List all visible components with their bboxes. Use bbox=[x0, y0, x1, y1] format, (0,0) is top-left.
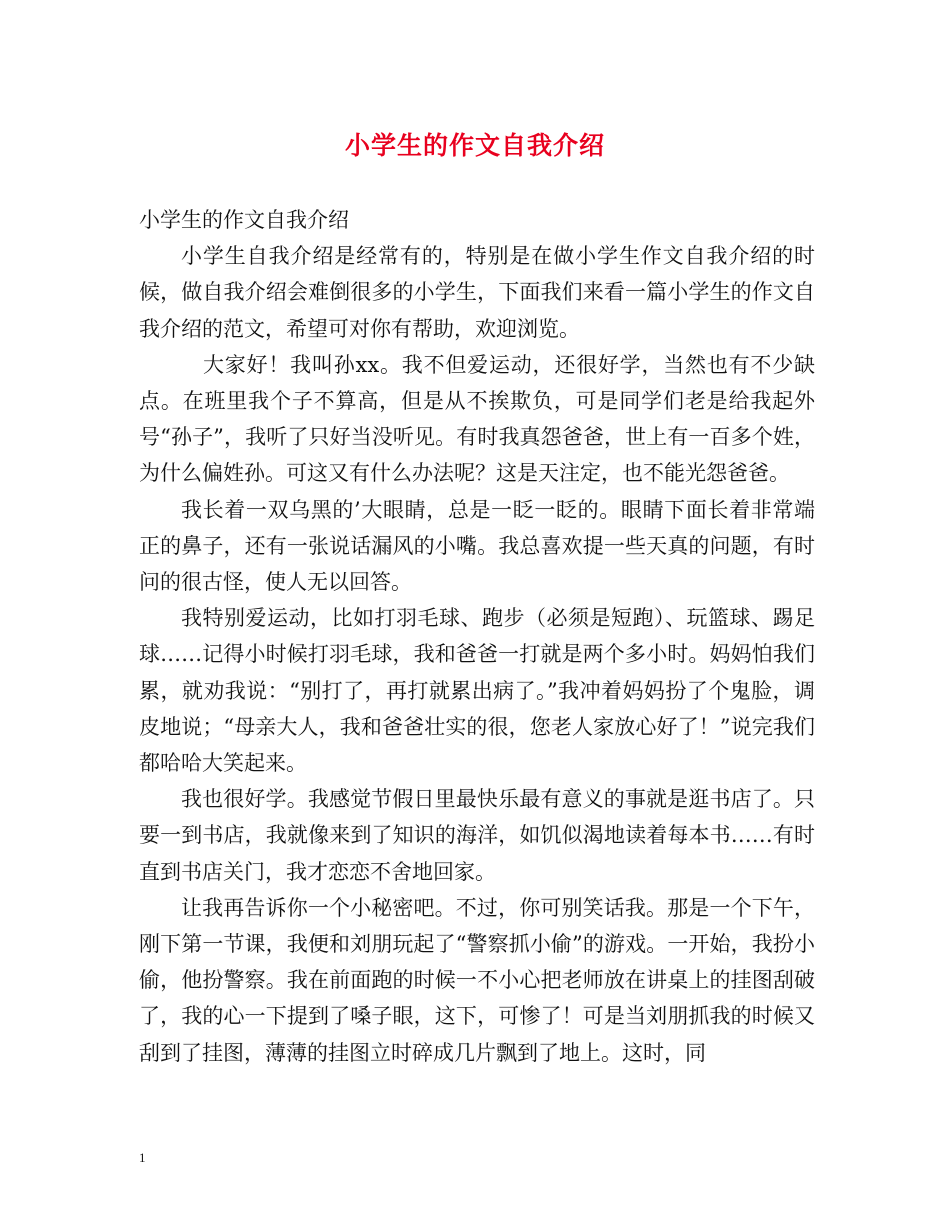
paragraph-secret: 让我再告诉你一个小秘密吧。不过，你可别笑话我。那是一个下午，刚下第一节课，我便和刘朋玩起了“警察抓小偷”的游戏。一开始，我扮小偷，他扮警察。我在前面跑的时候一不小心把老师放在讲桌上的挂图刮破了，我的心一下提到了嗓子眼，这下，可惨了！可是当刘朋抓我的时候又刮到了挂图，薄薄的挂图立时碎成几片飘到了地上。这时，同 bbox=[139, 895, 815, 1065]
paragraph-study: 我也很好学。我感觉节假日里最快乐最有意义的事就是逛书店了。只要一到书店，我就像来到了知识的海洋，如饥似渴地读着每本书……有时直到书店关门，我才恋恋不舍地回家。 bbox=[139, 787, 815, 884]
page-number: 1 bbox=[139, 1150, 146, 1165]
document-body bbox=[139, 202, 815, 1071]
paragraph-greeting: 大家好！我叫孙xx。我不但爱运动，还很好学，当然也有不少缺点。在班里我个子不算高，但是从不挨欺负，可是同学们老是给我起外号“孙子”，我听了只好当没听见。有时我真怨爸爸，世上有一百多个姓，为什么偏姓孙。可这又有什么办法呢？这是天注定，也不能光怨爸爸。 bbox=[139, 352, 815, 486]
intro-paragraph: 小学生自我介绍是经常有的，特别是在做小学生作文自我介绍的时候，做自我介绍会难倒很多的小学生，下面我们来看一篇小学生的作文自我介绍的范文，希望可对你有帮助，欢迎浏览。 bbox=[139, 244, 815, 341]
paragraph-appearance: 我长着一双乌黑的’大眼睛，总是一眨一眨的。眼睛下面长着非常端正的鼻子，还有一张说话漏风的小嘴。我总喜欢提一些天真的问题，有时问的很古怪，使人无以回答。 bbox=[139, 497, 815, 595]
document-title: 小学生的作文自我介绍 bbox=[344, 131, 605, 160]
paragraph-sports: 我特别爱运动，比如打羽毛球、跑步（必须是短跑）、玩篮球、踢足球……记得小时候打羽毛球，我和爸爸一打就是两个多小时。妈妈怕我们累，就劝我说：“别打了，再打就累出病了。”我冲着妈妈扮了个鬼脸，调皮地说；“母亲大人，我和爸爸壮实的很，您老人家放心好了！”说完我们都哈哈大笑起来。 bbox=[139, 606, 815, 776]
subtitle-paragraph: 小学生的作文自我介绍 bbox=[139, 208, 349, 232]
